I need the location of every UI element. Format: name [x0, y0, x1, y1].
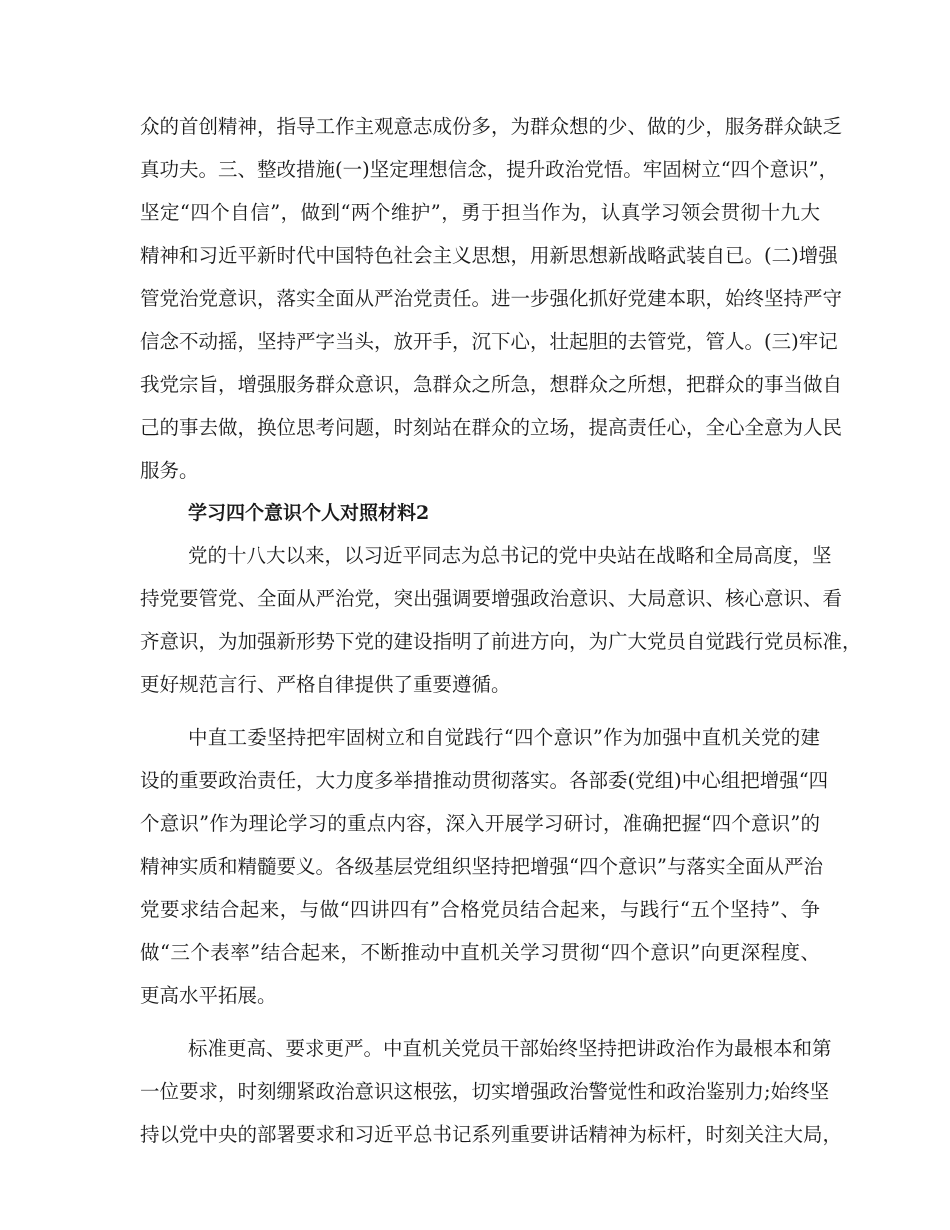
text-line: 我党宗旨，增强服务群众意识，急群众之所急，想群众之所想，把群众的事当做自 — [140, 373, 843, 396]
text-line: 更好规范言行、严格自律提供了重要遵循。 — [140, 673, 511, 696]
text-line: 真功夫。三、整改措施(一)坚定理想信念，提升政治党悟。牢固树立“四个意识”， — [140, 158, 839, 181]
text-line: 持党要管党、全面从严治党，突出强调要增强政治意识、大局意识、核心意识、看 — [140, 587, 843, 610]
text-line: 党要求结合起来，与做“四讲四有”合格党员结合起来，与践行“五个坚持”、争 — [140, 898, 820, 921]
text-line: 信念不动摇，坚持严字当头，放开手，沉下心，壮起胆的去管党，管人。(三)牢记 — [140, 330, 838, 353]
text-line: 设的重要政治责任，大力度多举措推动贯彻落实。各部委(党组)中心组把增强“四 — [140, 769, 829, 792]
text-line: 坚定“四个自信”，做到“两个维护”，勇于担当作为，认真学习领会贯彻十九大 — [140, 201, 820, 224]
text-line: 齐意识，为加强新形势下党的建设指明了前进方向，为广大党员自觉践行党员标准， — [140, 630, 862, 653]
text-line: 精神实质和精髓要义。各级基层党组织坚持把增强“四个意识”与落实全面从严治 — [140, 855, 823, 878]
text-line: 众的首创精神，指导工作主观意志成份多，为群众想的少、做的少，服务群众缺乏 — [140, 115, 843, 138]
text-line: 标准更高、要求更严。中直机关党员干部始终坚持把讲政治作为最根本和第 — [188, 1037, 832, 1060]
text-line: 更高水平拓展。 — [140, 984, 277, 1007]
text-line: 持以党中央的部署要求和习近平总书记系列重要讲话精神为标杆，时刻关注大局， — [140, 1123, 843, 1146]
text-line: 个意识”作为理论学习的重点内容，深入开展学习研讨，准确把握“四个意识”的 — [140, 812, 820, 835]
text-line: 党的十八大以来，以习近平同志为总书记的党中央站在战略和全局高度，坚 — [188, 544, 832, 567]
text-line: 中直工委坚持把牢固树立和自觉践行“四个意识”作为加强中直机关党的建 — [188, 726, 820, 749]
text-line: 做“三个表率”结合起来，不断推动中直机关学习贯彻“四个意识”向更深程度、 — [140, 941, 820, 964]
text-line: 一位要求，时刻绷紧政治意识这根弦，切实增强政治警觉性和政治鉴别力;始终坚 — [140, 1080, 830, 1103]
text-line: 管党治党意识，落实全面从严治党责任。进一步强化抓好党建本职，始终坚持严守 — [140, 287, 843, 310]
text-line: 服务。 — [140, 459, 199, 482]
section-heading: 学习四个意识个人对照材料2 — [188, 502, 430, 524]
text-line: 己的事去做，换位思考问题，时刻站在群众的立场，提高责任心，全心全意为人民 — [140, 416, 843, 439]
text-line: 精神和习近平新时代中国特色社会主义思想，用新思想新战略武装自已。(二)增强 — [140, 244, 838, 267]
